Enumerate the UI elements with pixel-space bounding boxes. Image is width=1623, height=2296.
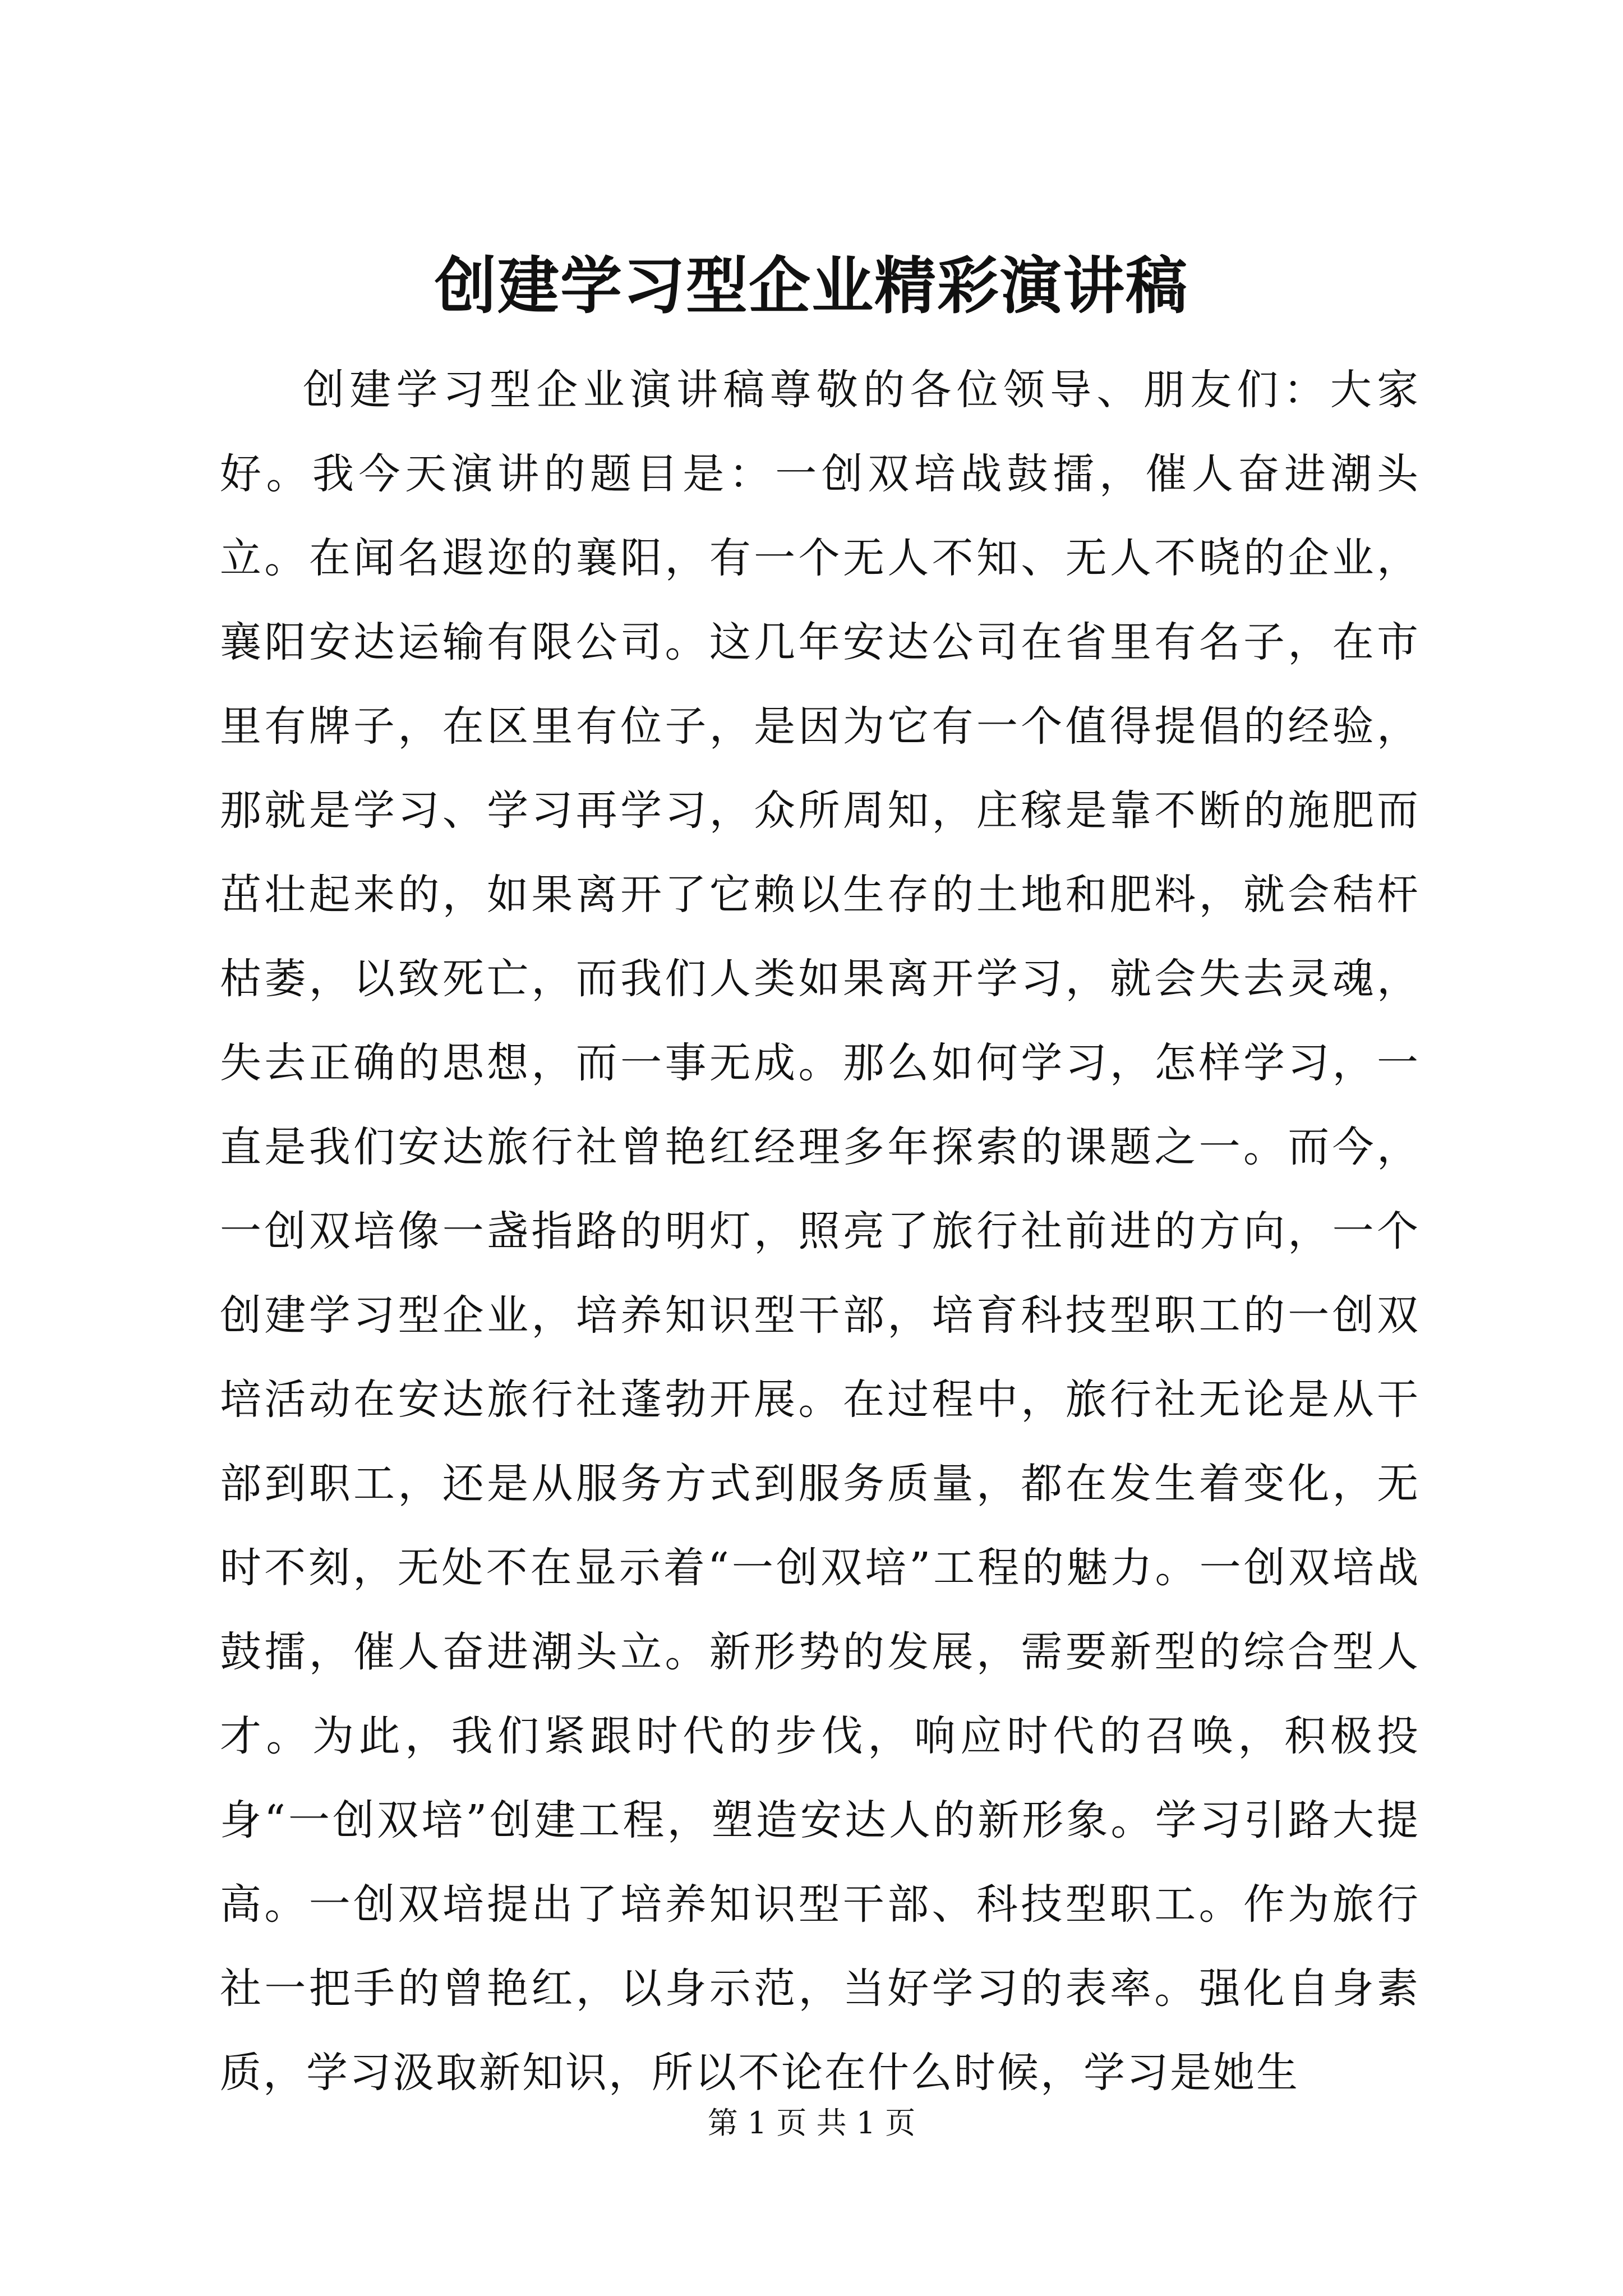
page-number-footer: 第 1 页 共 1 页 (707, 2105, 916, 2141)
document-body-paragraph: 创建学习型企业演讲稿尊敬的各位领导、朋友们：大家好。我今天演讲的题目是：一创双培战鼓擂，催人奋进潮头立。在闻名遐迩的襄阳，有一个无人不知、无人不晓的企业，襄阳安达运输有限公司。这几年安达公司在省里有名子，在市里有牌子，在区里有位子，是因为它有一个值得提倡的经验，那就是学习、学习再学习，众所周知，庄稼是靠不断的施肥而茁壮起来的，如果离开了它赖以生存的土地和肥料，就会秸杆枯萎，以致死亡，而我们人类如果离开学习，就会失去灵魂，失去正确的思想，而一事无成。那么如何学习，怎样学习，一直是我们安达旅行社曾艳红经理多年探索的课题之一。而今，一创双培像一盏指路的明灯，照亮了旅行社前进的方向，一个创建学习型企业，培养知识型干部，培育科技型职工的一创双培活动在安达旅行社蓬勃开展。在过程中，旅行社无论是从干部到职工，还是从服务方式到服务质量，都在发生着变化，无时不刻，无处不在显示着“一创双培”工程的魅力。一创双培战鼓擂，催人奋进潮头立。新形势的发展，需要新型的综合型人才。为此，我们紧跟时代的步伐，响应时代的召唤，积极投身“一创双培”创建工程，塑造安达人的新形象。学习引路大提高。一创双培提出了培养知识型干部、科技型职工。作为旅行社一把手的曾艳红，以身示范，当好学习的表率。强化自身素质，学习汲取新知识，所以不论在什么时候，学习是她生 (220, 366, 1420, 2097)
document-title: 创建学习型企业精彩演讲稿 (435, 250, 1188, 322)
